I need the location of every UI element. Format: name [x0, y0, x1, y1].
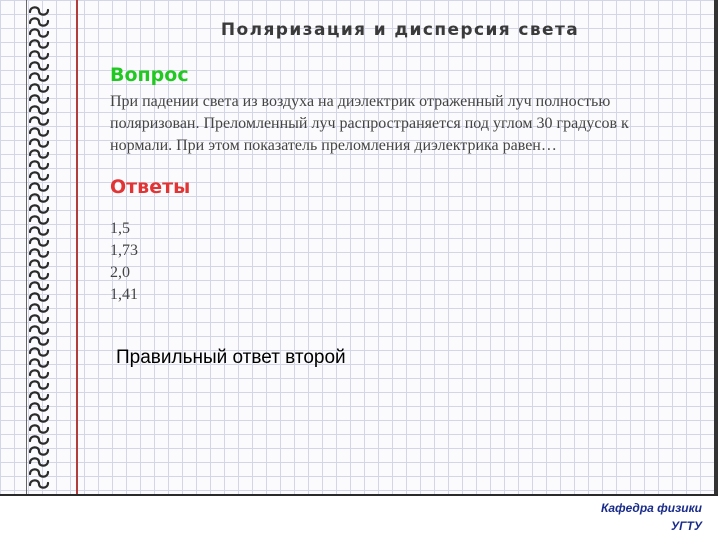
- spiral-coil: [30, 161, 48, 168]
- department-label: Кафедра физики: [600, 501, 702, 515]
- spiral-coil: [30, 271, 48, 278]
- slide-title: Поляризация и дисперсия света: [220, 20, 580, 40]
- spiral-coil: [30, 260, 48, 267]
- answers-heading: Ответы: [110, 176, 191, 198]
- spiral-coil: [30, 469, 48, 476]
- spiral-coil: [30, 62, 48, 69]
- spiral-coil: [30, 150, 48, 157]
- spiral-coil: [30, 447, 48, 454]
- answer-option[interactable]: 1,41: [110, 286, 138, 303]
- spiral-coil: [30, 172, 48, 179]
- slide-right-edge: [714, 0, 718, 494]
- question-text: При падении света из воздуха на диэлектрик отраженный луч полностью поляризован. Преломленный луч распространяется под углом 30 градусов к нормали. При этом показатель преломления диэлектрика равен…: [110, 93, 629, 154]
- spiral-coil: [30, 326, 48, 333]
- spiral-coil: [30, 73, 48, 80]
- spiral-coil: [30, 304, 48, 311]
- correct-answer-note: Правильный ответ второй: [116, 347, 346, 368]
- spiral-coil: [30, 282, 48, 289]
- spiral-coil: [30, 40, 48, 47]
- spiral-coil: [30, 95, 48, 102]
- spiral-coil: [30, 128, 48, 135]
- spiral-coil: [30, 18, 48, 25]
- spiral-coil: [30, 458, 48, 465]
- answer-list: [110, 218, 138, 306]
- spiral-coil: [30, 117, 48, 124]
- spiral-coil: [30, 436, 48, 443]
- spiral-coil: [30, 414, 48, 421]
- spiral-coil: [30, 194, 48, 201]
- spiral-coil: [30, 392, 48, 399]
- spiral-coil: [30, 227, 48, 234]
- margin-line: [76, 0, 78, 494]
- spiral-coil: [30, 216, 48, 223]
- spiral-coil: [30, 348, 48, 355]
- spiral-binding-icon: [28, 4, 50, 492]
- spiral-coil: [30, 183, 48, 190]
- spiral-coil: [30, 106, 48, 113]
- university-label: УГТУ: [671, 519, 702, 533]
- question-heading: Вопрос: [110, 64, 189, 86]
- spiral-coil: [30, 359, 48, 366]
- answer-option[interactable]: 2,0: [110, 264, 130, 281]
- spiral-coil: [30, 370, 48, 377]
- spiral-coil: [30, 337, 48, 344]
- answer-option[interactable]: 1,5: [110, 220, 130, 237]
- spiral-coil: [30, 425, 48, 432]
- binding-edge-line: [26, 0, 27, 494]
- spiral-coil: [30, 51, 48, 58]
- spiral-coil: [30, 293, 48, 300]
- spiral-coil: [30, 315, 48, 322]
- spiral-coil: [30, 238, 48, 245]
- spiral-coil: [30, 480, 48, 487]
- spiral-coil: [30, 381, 48, 388]
- spiral-coil: [30, 29, 48, 36]
- spiral-coil: [30, 249, 48, 256]
- spiral-coil: [30, 7, 48, 14]
- answer-option[interactable]: 1,73: [110, 242, 138, 259]
- spiral-coil: [30, 84, 48, 91]
- spiral-coil: [30, 139, 48, 146]
- spiral-coil: [30, 205, 48, 212]
- spiral-coil: [30, 403, 48, 410]
